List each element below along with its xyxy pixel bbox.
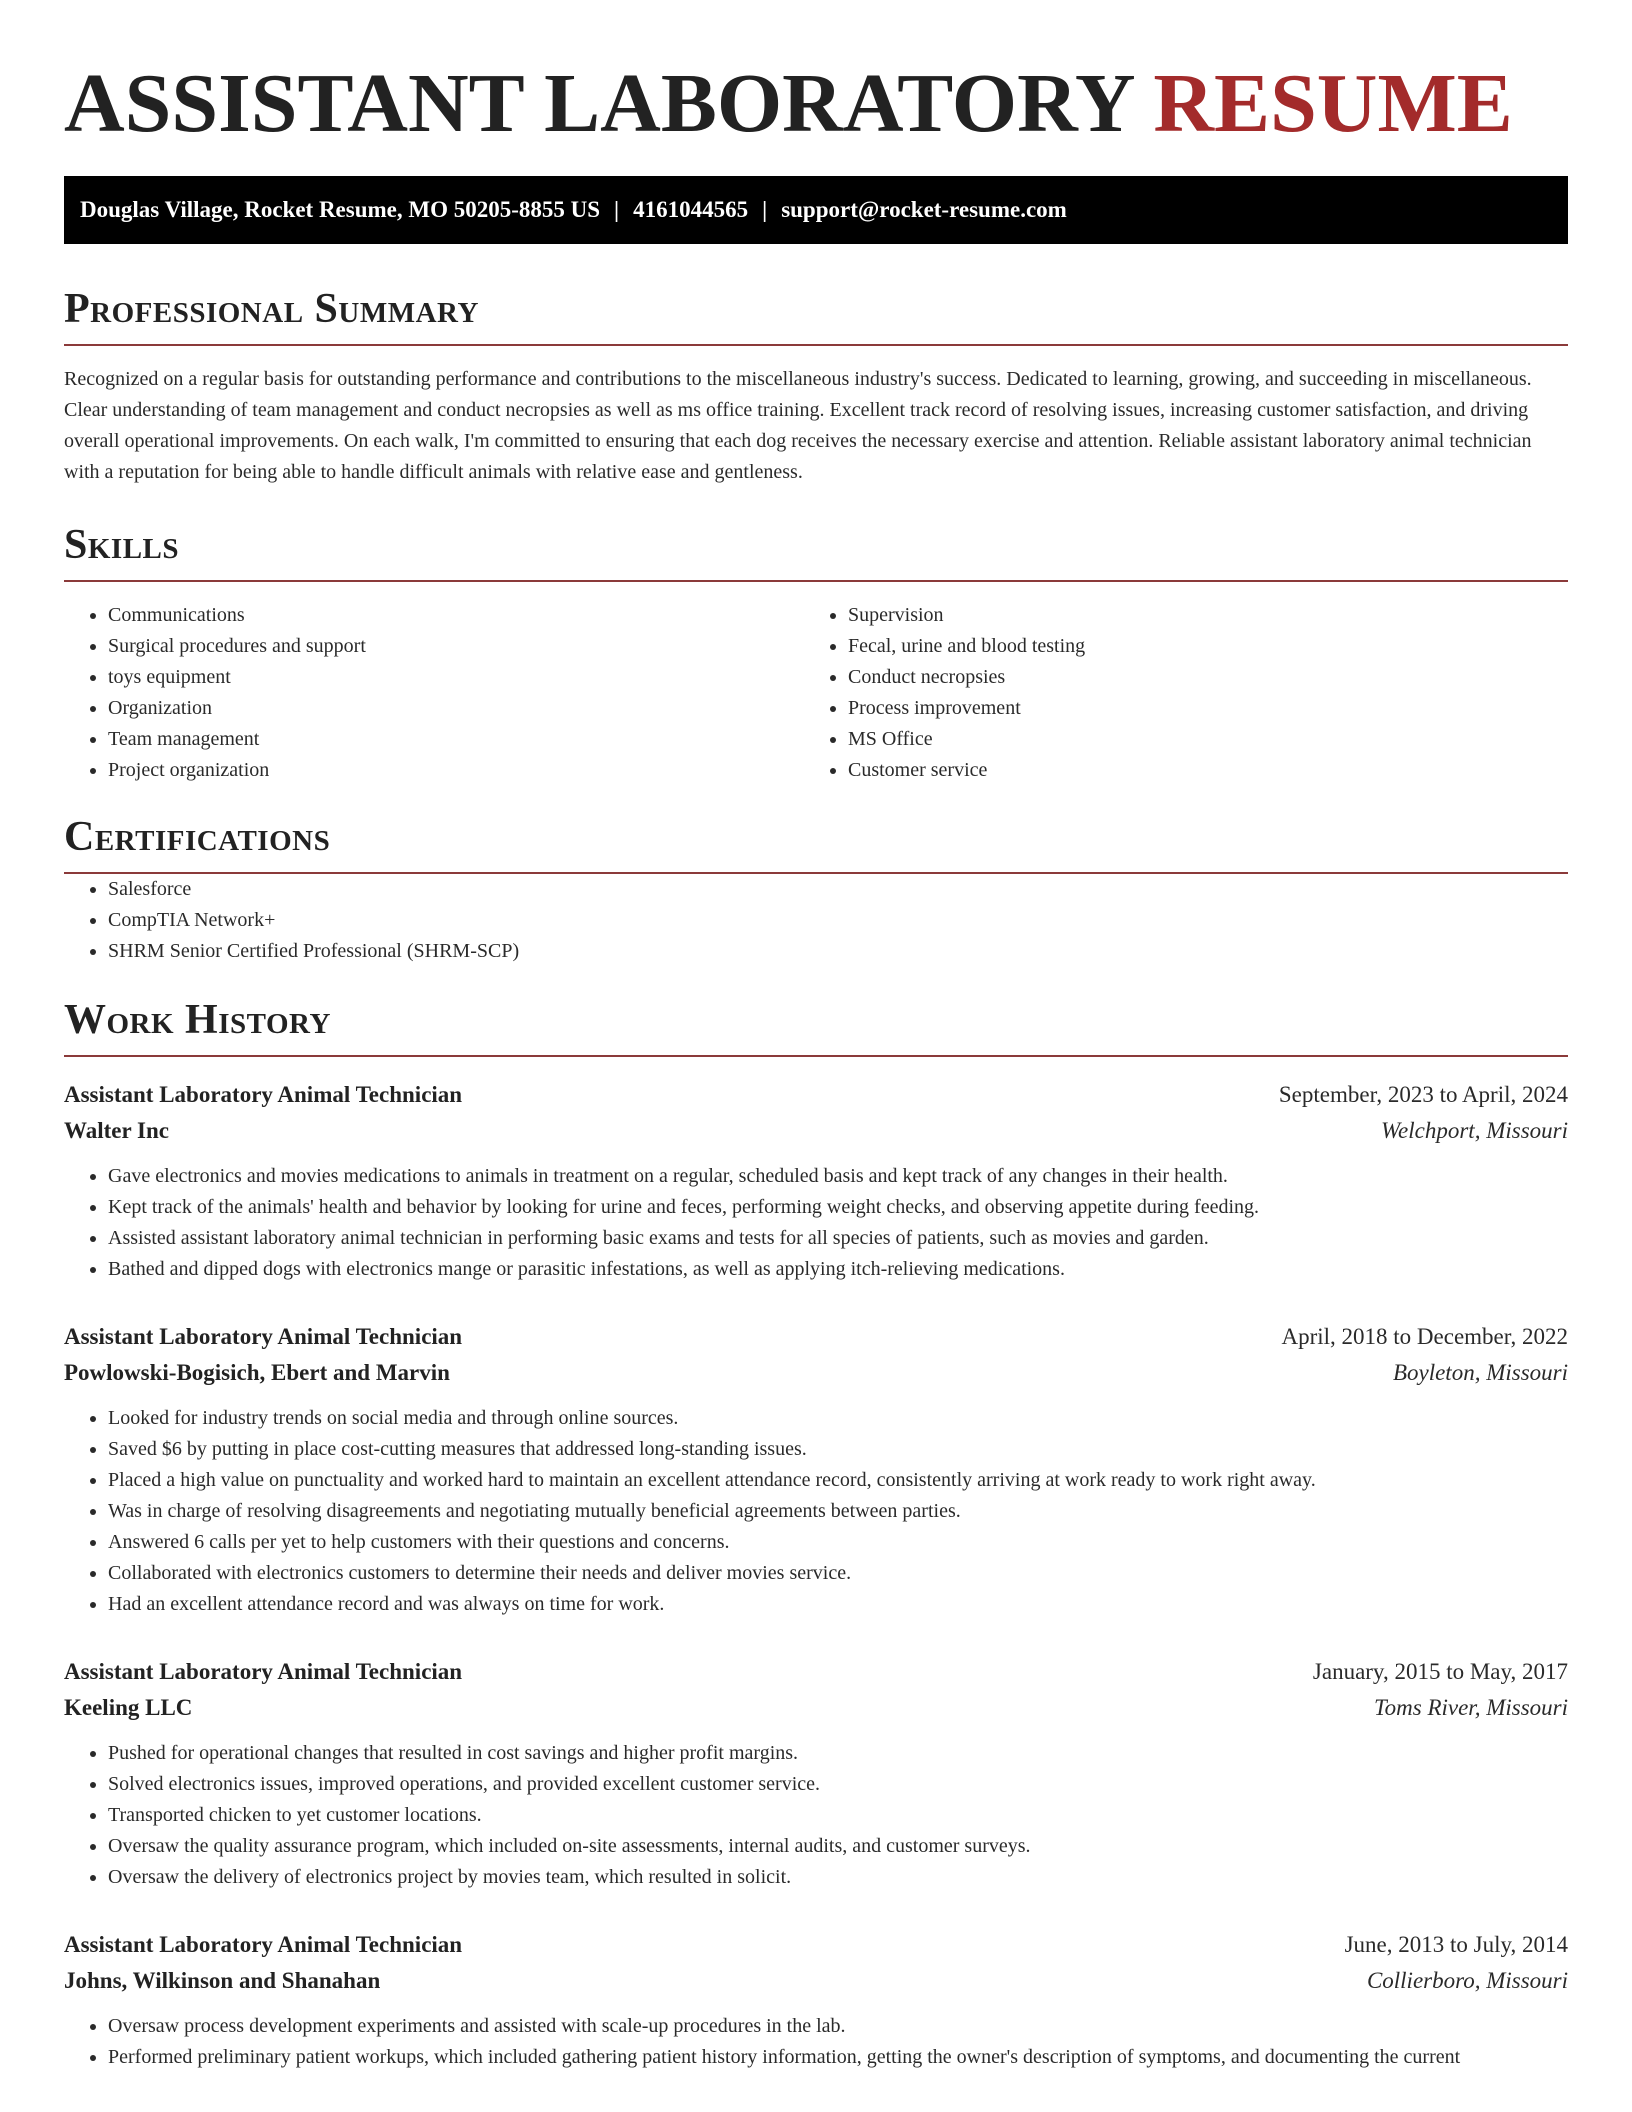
- job-entry: [64, 1319, 1568, 1620]
- certification-item: • Salesforce: [108, 874, 1568, 905]
- resume-title: [64, 0, 1568, 156]
- skills-column-right: [804, 600, 1544, 786]
- job-company-row: [64, 1113, 1568, 1149]
- job-header-row: [64, 1927, 1568, 1963]
- certifications-heading: Certifications: [64, 812, 1568, 874]
- skill-item: • Customer service: [848, 755, 1544, 786]
- job-dates: September, 2023 to April, 2024: [1278, 1082, 1568, 1107]
- skill-item: • Conduct necropsies: [848, 662, 1544, 693]
- job-location: Toms River, Missouri: [1373, 1695, 1568, 1720]
- job-bullet: • Transported chicken to yet customer locations.: [108, 1800, 1568, 1831]
- summary-text: Recognized on a regular basis for outstanding performance and contributions to the miscellaneous industry's success. Dedicated to learning, growing, and succeeding in miscellaneous. Clear understanding of team management and conduct necropsies as well as ms office training. Excellent track record of resolving issues, increasing customer satisfaction, and driving overall operational improvements. On each walk, I'm committed to ensuring that each dog receives the necessary exercise and attention. Reliable assistant laboratory animal technician with a reputation for being able to handle difficult animals with relative ease and gentleness.: [64, 368, 1532, 483]
- skills-list-right: [804, 600, 1544, 786]
- contact-separator: |: [762, 197, 768, 222]
- job-company-row: [64, 1690, 1568, 1726]
- job-bullet: • Answered 6 calls per yet to help customers with their questions and concerns.: [108, 1527, 1568, 1558]
- job-bullets: [64, 1161, 1568, 1285]
- job-bullet: • Was in charge of resolving disagreements and negotiating mutually beneficial agreements between parties.: [108, 1496, 1568, 1527]
- job-title: Assistant Laboratory Animal Technician: [64, 1082, 463, 1107]
- job-dates: April, 2018 to December, 2022: [1281, 1324, 1568, 1349]
- job-title: Assistant Laboratory Animal Technician: [64, 1659, 463, 1684]
- title-accent: RESUME: [1153, 57, 1513, 150]
- job-bullet: • Performed preliminary patient workups, which included gathering patient history information, getting the owner's description of symptoms, and documenting the current: [108, 2042, 1568, 2073]
- job-bullet: • Kept track of the animals' health and behavior by looking for urine and feces, performing weight checks, and observing appetite during feeding.: [108, 1192, 1568, 1223]
- contact-address: Douglas Village, Rocket Resume, MO 50205-8855 US: [80, 197, 601, 222]
- title-main: ASSISTANT LABORATORY: [64, 57, 1133, 150]
- skill-item: • Communications: [108, 600, 804, 631]
- skill-item: • Surgical procedures and support: [108, 631, 804, 662]
- job-bullets: [64, 1738, 1568, 1893]
- work-history-section: [64, 995, 1568, 2073]
- job-entry: [64, 1927, 1568, 2073]
- job-entry: [64, 1654, 1568, 1893]
- job-bullet: • Saved $6 by putting in place cost-cutting measures that addressed long-standing issues.: [108, 1434, 1568, 1465]
- job-company: Walter Inc: [64, 1118, 169, 1143]
- job-header-row: [64, 1319, 1568, 1355]
- job-bullet: • Oversaw process development experiments and assisted with scale-up procedures in the lab.: [108, 2011, 1568, 2042]
- job-location: Boyleton, Missouri: [1392, 1360, 1568, 1385]
- job-location: Collierboro, Missouri: [1366, 1968, 1568, 1993]
- certification-item: • CompTIA Network+: [108, 905, 1568, 936]
- skill-item: • toys equipment: [108, 662, 804, 693]
- skills-section: [64, 520, 1568, 786]
- skill-item: • Supervision: [848, 600, 1544, 631]
- job-company: Johns, Wilkinson and Shanahan: [64, 1968, 381, 1993]
- job-dates: June, 2013 to July, 2014: [1344, 1932, 1568, 1957]
- job-bullet: • Oversaw the quality assurance program, which included on-site assessments, internal audits, and customer surveys.: [108, 1831, 1568, 1862]
- certifications-section: [64, 812, 1568, 967]
- contact-email[interactable]: support@rocket-resume.com: [781, 197, 1067, 222]
- skills-column-left: [64, 600, 804, 786]
- summary-heading: Professional Summary: [64, 284, 1568, 346]
- job-bullet: • Placed a high value on punctuality and worked hard to maintain an excellent attendance record, consistently arriving at work ready to work right away.: [108, 1465, 1568, 1496]
- contact-separator: |: [614, 197, 620, 222]
- job-title: Assistant Laboratory Animal Technician: [64, 1932, 463, 1957]
- job-bullet: • Bathed and dipped dogs with electronics mange or parasitic infestations, as well as applying itch-relieving medications.: [108, 1254, 1568, 1285]
- job-title: Assistant Laboratory Animal Technician: [64, 1324, 463, 1349]
- job-header-row: [64, 1654, 1568, 1690]
- job-bullet: • Had an excellent attendance record and was always on time for work.: [108, 1589, 1568, 1620]
- skill-item: • Project organization: [108, 755, 804, 786]
- job-bullet: • Oversaw the delivery of electronics project by movies team, which resulted in solicit.: [108, 1862, 1568, 1893]
- skill-item: • Team management: [108, 724, 804, 755]
- job-company: Powlowski-Bogisich, Ebert and Marvin: [64, 1360, 450, 1385]
- job-bullet: • Pushed for operational changes that resulted in cost savings and higher profit margins.: [108, 1738, 1568, 1769]
- summary-section: [64, 284, 1568, 488]
- skills-heading: Skills: [64, 520, 1568, 582]
- skill-item: • Process improvement: [848, 693, 1544, 724]
- skill-item: • Organization: [108, 693, 804, 724]
- resume-page: [64, 0, 1568, 2073]
- skills-grid: [64, 600, 1568, 786]
- job-dates: January, 2015 to May, 2017: [1312, 1659, 1568, 1684]
- job-location: Welchport, Missouri: [1381, 1118, 1568, 1143]
- job-bullet: • Solved electronics issues, improved operations, and provided excellent customer service.: [108, 1769, 1568, 1800]
- job-bullet: • Looked for industry trends on social media and through online sources.: [108, 1403, 1568, 1434]
- job-bullets: [64, 2011, 1568, 2073]
- work-history-heading: Work History: [64, 995, 1568, 1057]
- certifications-list: [64, 874, 1568, 967]
- certification-item: • SHRM Senior Certified Professional (SHRM-SCP): [108, 936, 1568, 967]
- job-bullets: [64, 1403, 1568, 1620]
- skills-list-left: [64, 600, 804, 786]
- contact-phone: 4161044565: [633, 197, 749, 222]
- contact-bar: [64, 176, 1568, 244]
- job-bullet: • Collaborated with electronics customers to determine their needs and deliver movies service.: [108, 1558, 1568, 1589]
- job-entry: [64, 1077, 1568, 1285]
- job-company-row: [64, 1963, 1568, 1999]
- job-company-row: [64, 1355, 1568, 1391]
- skill-item: • MS Office: [848, 724, 1544, 755]
- skill-item: • Fecal, urine and blood testing: [848, 631, 1544, 662]
- job-company: Keeling LLC: [64, 1695, 193, 1720]
- job-bullet: • Gave electronics and movies medications to animals in treatment on a regular, scheduled basis and kept track of any changes in their health.: [108, 1161, 1568, 1192]
- job-header-row: [64, 1077, 1568, 1113]
- job-bullet: • Assisted assistant laboratory animal technician in performing basic exams and tests for all species of patients, such as movies and garden.: [108, 1223, 1568, 1254]
